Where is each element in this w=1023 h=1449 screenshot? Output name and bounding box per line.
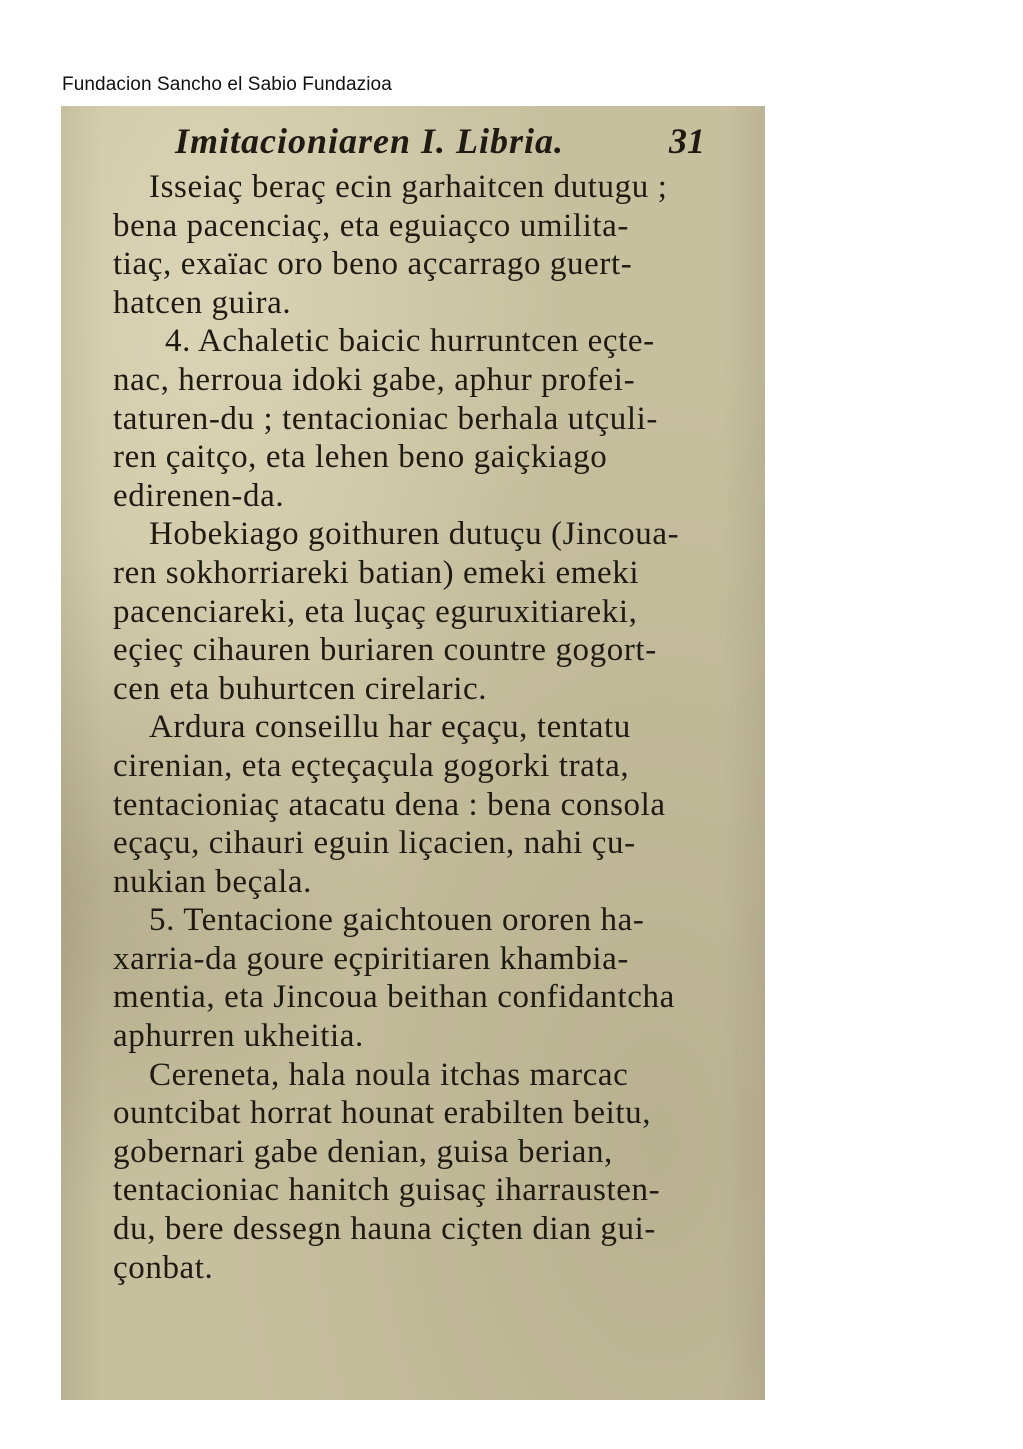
text-line: ountcibat horrat hounat erabilten beitu,: [113, 1095, 652, 1132]
text-line: Ardura conseillu har eçaçu, tentatu: [149, 709, 631, 746]
text-line: pacenciareki, eta luçaç eguruxitiareki,: [113, 593, 638, 630]
text-line: taturen-du ; tentacioniac berhala utçuli-: [113, 400, 659, 437]
archive-watermark: Fundacion Sancho el Sabio Fundazioa: [62, 74, 392, 95]
page-text: [113, 120, 753, 1287]
text-line: gobernari gabe denian, guisa berian,: [113, 1133, 613, 1170]
text-line: tentacioniac hanitch guisaç iharrausten-: [113, 1172, 661, 1209]
text-line: hatcen guira.: [113, 284, 292, 321]
text-line: nukian beçala.: [113, 863, 312, 900]
page-number: 31: [669, 121, 705, 161]
text-line: 4. Achaletic baicic hurruntcen eçte-: [165, 323, 655, 360]
text-line: nac, herroua idoki gabe, aphur profei-: [113, 361, 636, 398]
text-line: Isseiaç beraç ecin garhaitcen dutugu ;: [149, 169, 668, 205]
text-line: edirenen-da.: [113, 477, 285, 514]
text-line: cirenian, eta eçteçaçula gogorki trata,: [113, 747, 630, 784]
running-head: [113, 120, 753, 168]
text-line: eçieç cihauren buriaren countre gogort-: [113, 632, 657, 669]
text-line: tiaç, exaïac oro beno açcarrago guert-: [113, 246, 633, 283]
text-line: cen eta buhurtcen cirelaric.: [113, 670, 488, 707]
text-line: ren çaitço, eta lehen beno gaiçkiago: [113, 439, 608, 476]
text-line: Cereneta, hala noula itchas marcac: [149, 1056, 629, 1093]
text-line: eçaçu, cihauri eguin liçacien, nahi çu-: [113, 825, 636, 862]
running-head-title: Imitacioniaren I. Libria.: [175, 121, 565, 161]
text-line: bena pacenciaç, eta eguiaçco umilita-: [113, 207, 629, 244]
text-line: aphurren ukheitia.: [113, 1018, 364, 1055]
scanned-page: [61, 106, 765, 1400]
text-line: çonbat.: [113, 1249, 214, 1286]
text-line: 5. Tentacione gaichtouen ororen ha-: [149, 902, 645, 939]
text-line: tentacioniaç atacatu dena : bena consola: [113, 786, 666, 823]
text-line: Hobekiago goithuren dutuçu (Jincoua-: [149, 516, 680, 553]
text-line: ren sokhorriareki batian) emeki emeki: [113, 554, 640, 591]
text-line: mentia, eta Jincoua beithan confidantcha: [113, 979, 675, 1016]
text-line: xarria-da goure eçpiritiaren khambia-: [113, 940, 630, 977]
text-line: du, bere dessegn hauna ciçten dian gui-: [113, 1211, 656, 1248]
